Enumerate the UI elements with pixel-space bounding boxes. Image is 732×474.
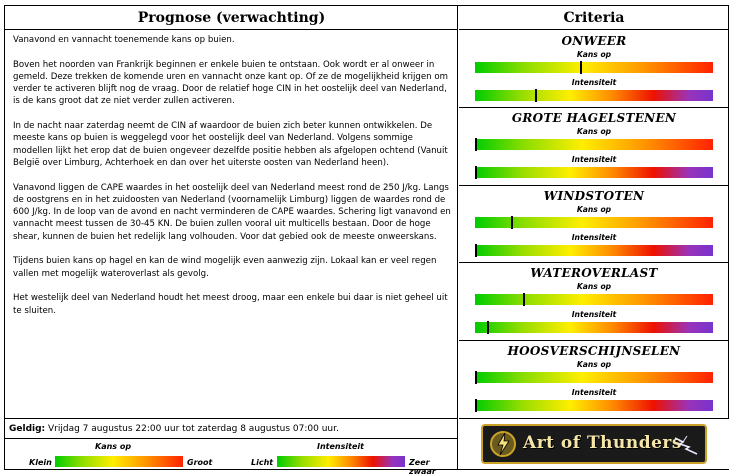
criteria-title: Criteria bbox=[459, 6, 729, 30]
kans-marker bbox=[580, 61, 582, 74]
legend-kans-min: Klein bbox=[29, 458, 52, 467]
kans-marker bbox=[475, 371, 477, 384]
intensiteit-label: Intensiteit bbox=[571, 155, 617, 165]
intensiteit-bar bbox=[475, 400, 713, 411]
criterion-onweer bbox=[459, 31, 729, 108]
validity-text: Vrijdag 7 augustus 22:00 uur tot zaterdag 8 augustus 07:00 uur. bbox=[45, 424, 339, 434]
intensiteit-label: Intensiteit bbox=[571, 310, 617, 320]
forecast-paragraph: Boven het noorden van Frankrijk beginnen er enkele buien te ontstaan. Ook wordt er al onweer in gemeld. Deze trekken de komende uren en vannacht onze kant op. Of ze de mogelijkheid krijgen om verder te activeren blijft nog de vraag. Door de relatief hoge CIN in het oostelijk deel van Nederland, is de kans groot dat ze niet verder zullen activeren. bbox=[13, 59, 448, 107]
forecast-paragraph: Het westelijk deel van Nederland houdt het meest droog, maar een enkele bui daar is niet geheel uit te sluiten. bbox=[13, 293, 448, 316]
lightning-badge-icon bbox=[489, 430, 519, 458]
criterion-title: GROTE HAGELSTENEN bbox=[511, 111, 677, 126]
criterion-title: WATEROVERLAST bbox=[530, 266, 658, 281]
kans-marker bbox=[511, 216, 513, 229]
forecast-paragraph: Tijdens buien kans op hagel en kan de wind mogelijk even aanwezig zijn. Lokaal kan er veel regen vallen met mogelijk wateroverlast als gevolg. bbox=[13, 256, 437, 279]
legend-kans-max: Groot bbox=[187, 458, 213, 467]
criterion-title: ONWEER bbox=[561, 34, 627, 48]
intensiteit-marker bbox=[475, 166, 477, 179]
intensiteit-label: Intensiteit bbox=[571, 387, 617, 397]
kans-label: Kans op bbox=[576, 127, 612, 137]
logo-area bbox=[459, 418, 729, 469]
criteria-column bbox=[459, 6, 729, 469]
kans-label: Kans op bbox=[576, 282, 612, 292]
forecast-paragraph: Vanavond en vannacht toenemende kans op buien. bbox=[13, 35, 235, 45]
kans-label: Kans op bbox=[576, 204, 612, 214]
kans-marker bbox=[475, 138, 477, 151]
forecast-title: Prognose (verwachting) bbox=[5, 6, 458, 30]
forecast-paragraph: Vanavond liggen de CAPE waardes in het oostelijk deel van Nederland meest rond de 250 J/kg. Langs de oostgrens en in het zuidoosten van Nederland (voornamelijk Limburg) liggen de waardes rond de 600 J/kg. In de loop van de avond en nacht verminderen de CAPE waardes. Schering ligt vanavond en vannacht meest tussen de 30-45 KN. De buien zullen vooral uit multicells bestaan. Door de hoge shear, kunnen de buien het redelijk lang volhouden. Voor dat gebied ook de meeste onweerskans. bbox=[13, 182, 451, 242]
kans-bar bbox=[475, 139, 713, 150]
validity-row bbox=[5, 418, 458, 438]
legend-int-title: Intensiteit bbox=[317, 442, 364, 451]
kans-marker bbox=[523, 293, 525, 306]
forecast-paragraph: In de nacht naar zaterdag neemt de CIN af waardoor de buien zich beter kunnen ontwikkelen. De meeste kans op buien is weggelegd voor het oostelijk deel van Nederland. Volgens sommige modellen lijkt het erop dat de buien ongeveer dezelfde positie hebben als afgelopen ochtend (Vanuit België over Limburg, Achterhoek en dan over het uiterste oosten van Nederland heen). bbox=[13, 121, 448, 168]
criterion-wateroverlast bbox=[459, 263, 729, 340]
kans-bar bbox=[475, 217, 713, 228]
intensiteit-marker bbox=[475, 244, 477, 257]
legend-kans-title: Kans op bbox=[95, 442, 132, 451]
kans-label: Kans op bbox=[576, 50, 612, 59]
intensiteit-label: Intensiteit bbox=[571, 78, 617, 87]
kans-label: Kans op bbox=[576, 359, 612, 369]
intensiteit-label: Intensiteit bbox=[571, 232, 617, 242]
legend bbox=[5, 438, 458, 474]
criterion-title: HOOSVERSCHIJNSELEN bbox=[507, 343, 681, 358]
forecast-panel bbox=[4, 5, 729, 474]
validity-label: Geldig: bbox=[9, 424, 46, 434]
criterion-grote-hagelstenen bbox=[459, 108, 729, 185]
logo-text: Art of Thunders bbox=[523, 433, 682, 453]
intensiteit-marker bbox=[475, 399, 477, 412]
criterion-title: WINDSTOTEN bbox=[543, 188, 645, 203]
legend-int-min: Licht bbox=[251, 458, 274, 467]
intensiteit-bar bbox=[475, 167, 713, 178]
forecast-text bbox=[13, 34, 453, 329]
art-of-thunders-logo bbox=[481, 424, 707, 464]
legend-kans-bar bbox=[55, 456, 183, 467]
intensiteit-marker bbox=[535, 89, 537, 102]
legend-int-max: Zeer zwaar bbox=[409, 458, 436, 474]
intensiteit-bar bbox=[475, 322, 713, 333]
kans-bar bbox=[475, 294, 713, 305]
intensiteit-bar bbox=[475, 90, 713, 101]
lightning-bolt-icon bbox=[673, 432, 699, 456]
kans-bar bbox=[475, 62, 713, 73]
criterion-windstoten bbox=[459, 186, 729, 263]
legend-int-bar bbox=[277, 456, 405, 467]
forecast-column bbox=[5, 6, 458, 474]
intensiteit-marker bbox=[487, 321, 489, 334]
kans-bar bbox=[475, 372, 713, 383]
intensiteit-bar bbox=[475, 245, 713, 256]
criterion-hoosverschijnselen bbox=[459, 341, 729, 418]
